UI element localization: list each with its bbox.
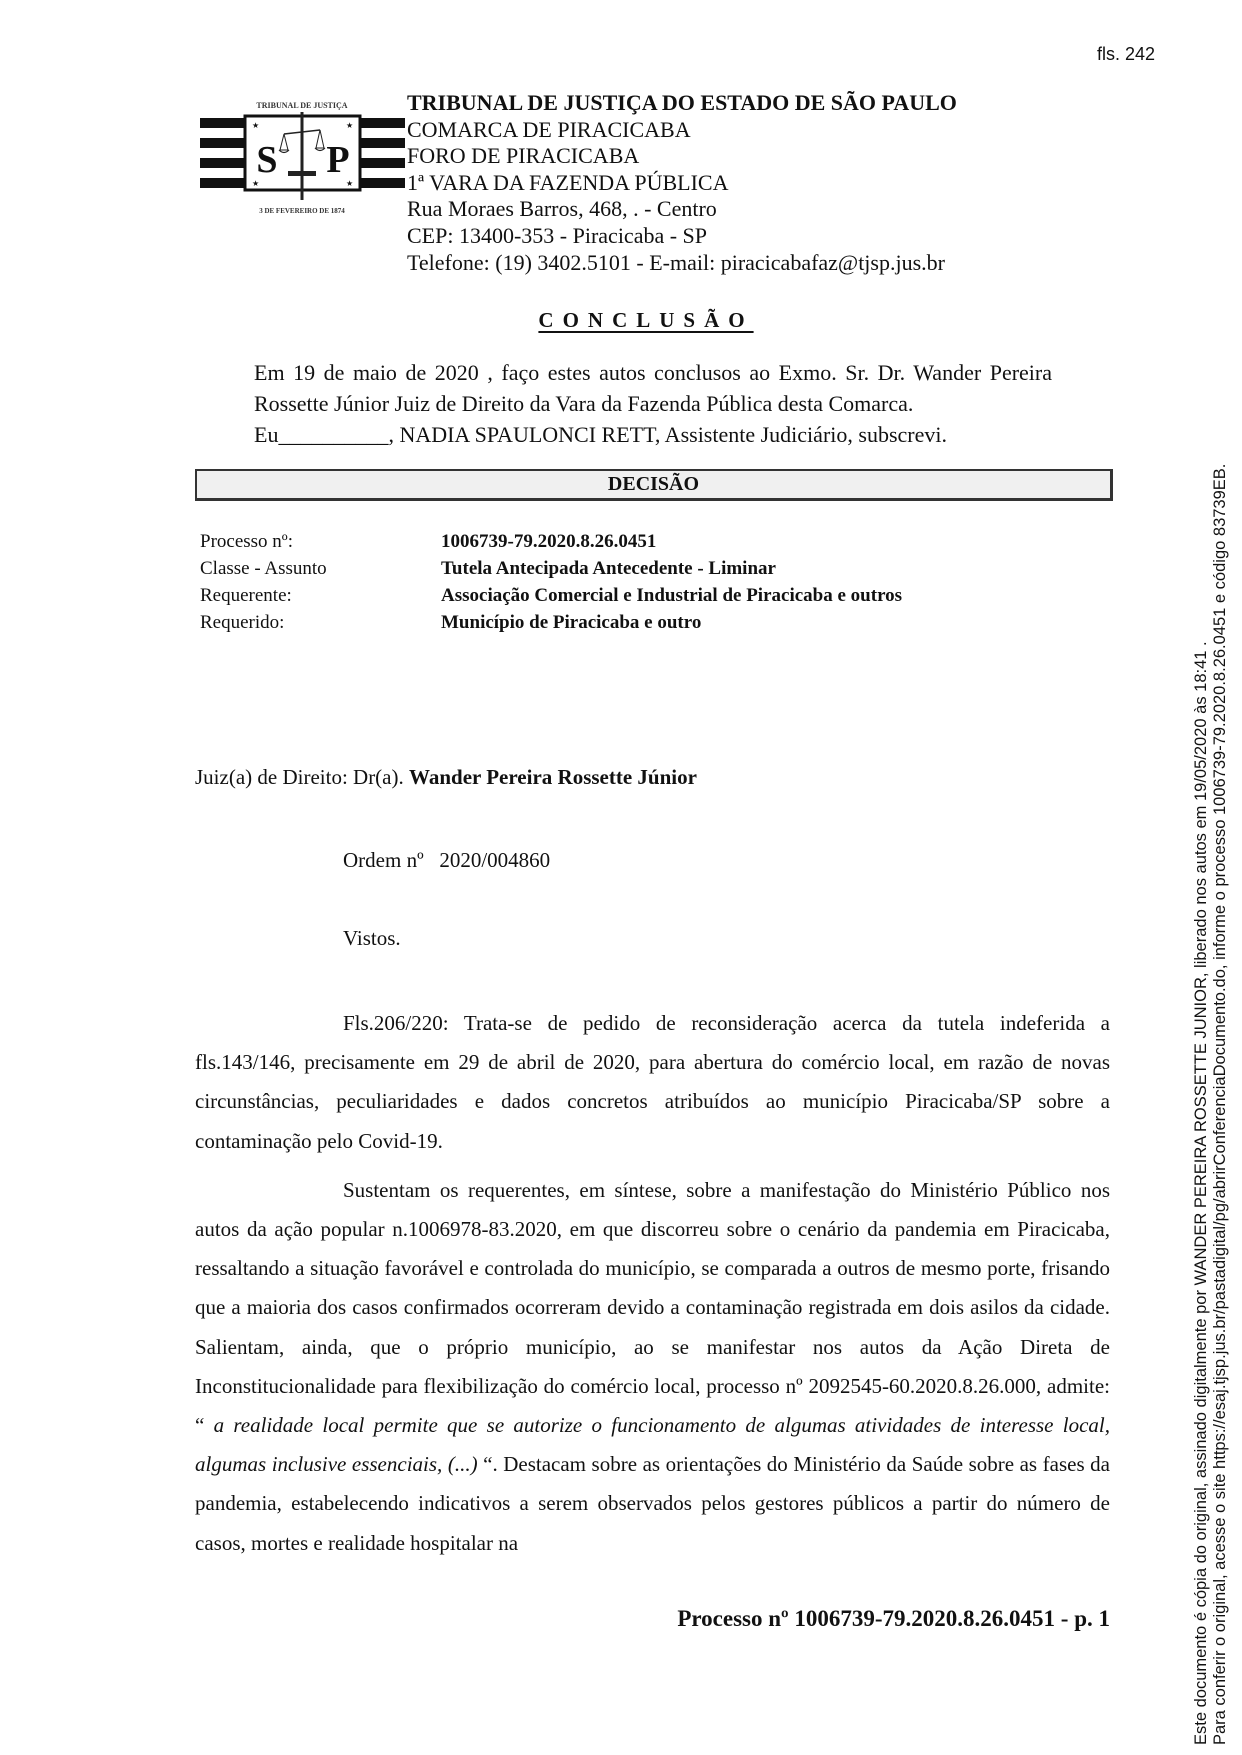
cep: CEP: 13400-353 - Piracicaba - SP <box>407 222 708 248</box>
logo-letter-p: P <box>326 139 350 181</box>
conclusao-title: CONCLUSÃO <box>538 308 754 332</box>
case-info-value: 1006739-79.2020.8.26.0451 <box>441 531 657 552</box>
conclusao-signature: Eu__________, NADIA SPAULONCI RETT, Assistente Judiciário, subscrevi. <box>254 422 947 447</box>
ordem-label: Ordem nº <box>343 848 424 872</box>
page-number: fls. 242 <box>1097 44 1156 64</box>
case-info-label: Processo nº: <box>200 531 293 552</box>
court-logo <box>200 78 405 223</box>
court-name: TRIBUNAL DE JUSTIÇA DO ESTADO DE SÃO PAULO <box>407 90 957 115</box>
svg-text:★: ★ <box>252 179 260 188</box>
vistos: Vistos. <box>343 926 401 950</box>
case-info-table <box>200 528 902 636</box>
tjsp-seal-icon <box>200 78 405 223</box>
digital-signature-stamp <box>1192 464 1230 1745</box>
conclusao-heading-wrap <box>0 308 1242 333</box>
decisao-banner: DECISÃO <box>195 469 1113 501</box>
case-info-value: Tutela Antecipada Antecedente - Liminar <box>441 558 776 579</box>
conclusao-paragraph: Em 19 de maio de 2020 , faço estes autos conclusos ao Exmo. Sr. Dr. Wander Pereira Rossette Júnior Juiz de Direito da Vara da Fazenda Pública desta Comarca. <box>254 360 1052 416</box>
foro: FORO DE PIRACICABA <box>407 143 640 169</box>
ordem-line <box>343 848 550 873</box>
conclusao-text <box>254 357 1052 450</box>
case-info-label: Requerente: <box>200 585 292 606</box>
contact: Telefone: (19) 3402.5101 - E-mail: piracicabafaz@tjsp.jus.br <box>407 249 945 275</box>
case-info-row <box>200 555 902 582</box>
svg-text:★: ★ <box>346 121 354 130</box>
case-info-label: Classe - Assunto <box>200 558 327 579</box>
body-paragraph-1: Fls.206/220: Trata-se de pedido de reconsideração acerca da tutela indeferida a fls.143/146, precisamente em 29 de abril de 2020, para abertura do comércio local, em razão de novas circunstâncias, peculiaridades e dados concretos atribuídos ao município Piracicaba/SP sobre a contaminação pelo Covid-19. <box>195 1011 1110 1153</box>
svg-text:★: ★ <box>252 121 260 130</box>
address: Rua Moraes Barros, 468, . - Centro <box>407 196 717 222</box>
stamp-line-1: Este documento é cópia do original, assinado digitalmente por WANDER PEREIRA ROSSETTE JUNIOR, liberado nos autos em 19/05/2020 às 18:41 . <box>1192 641 1210 1745</box>
svg-text:★: ★ <box>346 179 354 188</box>
logo-letter-s: S <box>256 139 278 181</box>
case-info-row <box>200 582 902 609</box>
judge-label: Juiz(a) de Direito: Dr(a). <box>195 765 404 789</box>
vara: 1ª VARA DA FAZENDA PÚBLICA <box>407 169 729 195</box>
logo-bottom-text: 3 DE FEVEREIRO DE 1874 <box>259 207 345 215</box>
page-footer: Processo nº 1006739-79.2020.8.26.0451 - p. 1 <box>677 1606 1110 1631</box>
body-quote: a realidade local permite que se autorize o funcionamento de algumas atividades de interesse local, algumas inclusive essenciais, (...) <box>195 1413 1111 1477</box>
case-info-label: Requerido: <box>200 612 285 633</box>
body-paragraph-2-start: Sustentam os requerentes, em síntese, sobre a manifestação do Ministério Público nos autos da ação popular n.1006978-83.2020, em que discorreu sobre o cenário da pandemia em Piracicaba, ressaltando a situação favorável e controlada do município, se comparada a outros de mesmo porte, frisando que a maioria dos casos confirmados ocorreram devido a contaminação registrada em dois asilos da cidade. Salientam, ainda, que o próprio município, ao se manifestar nos autos da Ação Direta de Inconstitucionalidade para flexibilização do comércio local, processo nº 2092545-60.2020.8.26.000, admite: “ <box>195 1177 1110 1438</box>
case-info-value: Associação Comercial e Industrial de Piracicaba e outros <box>441 585 903 606</box>
case-info-row <box>200 528 902 555</box>
comarca: COMARCA DE PIRACICABA <box>407 116 691 142</box>
body-paragraph-2 <box>195 1171 1110 1563</box>
judge-name: Wander Pereira Rossette Júnior <box>409 765 697 789</box>
logo-top-text: TRIBUNAL DE JUSTIÇA <box>256 101 348 110</box>
body-paragraph-2-end: “. Destacam sobre as orientações do Ministério da Saúde sobre as fases da pandemia, estabelecendo indicativos a serem observados pelos gestores públicos a partir do número de casos, mortes e realidade hospitalar na <box>195 1452 1110 1555</box>
court-header <box>407 90 957 276</box>
ordem-value: 2020/004860 <box>439 848 551 872</box>
decision-body <box>195 1004 1110 1573</box>
case-info-row <box>200 609 902 636</box>
case-info-value: Município de Piracicaba e outro <box>441 612 702 633</box>
stamp-line-2: Para conferir o original, acesse o site https://esaj.tjsp.jus.br/pastadigital/pg/abrirConferenciaDocumento.do, informe o processo 1006739-79.2020.8.26.0451 e código 83739EB. <box>1211 463 1229 1745</box>
judge-line <box>195 765 697 790</box>
